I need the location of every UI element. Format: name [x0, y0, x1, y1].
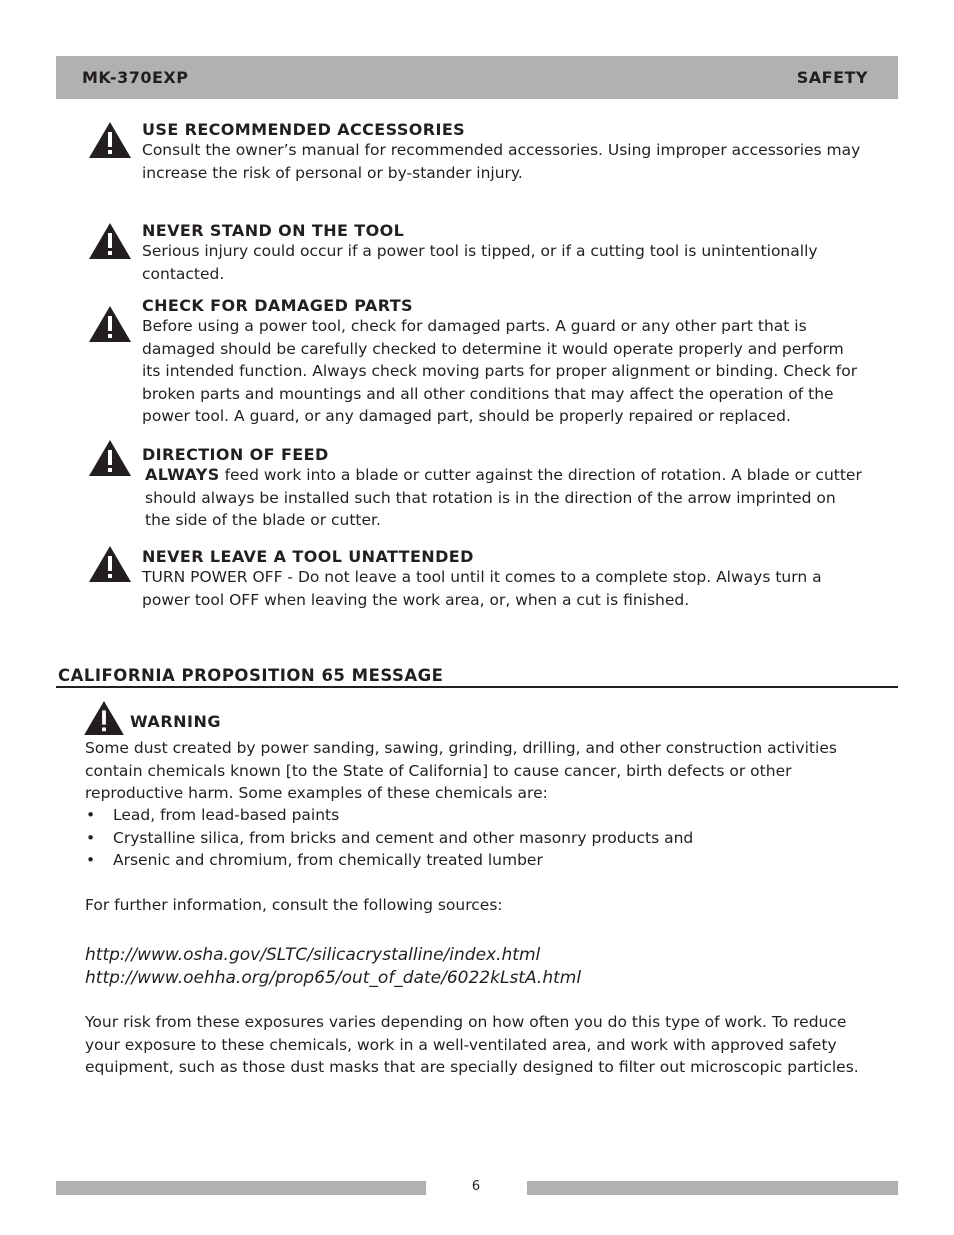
page-header — [56, 56, 898, 99]
source-link[interactable]: http://www.osha.gov/SLTC/silicacrystalline/index.html — [85, 945, 541, 965]
safety-item — [142, 222, 862, 285]
prop65-closing: Your risk from these exposures varies depending on how often you do this type of work. To reduce your exposure to these chemicals, work in a well-ventilated area, and work with approved safety equipment, such as those dust masks that are specially designed to filter out microscopic particles. — [85, 1013, 859, 1076]
source-link[interactable]: http://www.oehha.org/prop65/out_of_date/6022kLstA.html — [85, 967, 582, 988]
page-number: 6 — [471, 1179, 481, 1194]
warning-triangle-icon — [88, 222, 130, 258]
prop65-intro: Some dust created by power sanding, sawing, grinding, drilling, and other construction activities contain chemicals known [to the State of California] to cause cancer, birth defects or other reproductive harm. Some examples of these chemicals are: — [85, 739, 837, 802]
warning-label: WARNING — [130, 712, 221, 731]
item-body: Consult the owner’s manual for recommended accessories. Using improper accessories may increase the risk of personal or by-stander injury. — [142, 141, 861, 182]
warning-triangle-icon — [88, 439, 130, 475]
list-item: • Lead, from lead-based paints — [85, 804, 865, 827]
safety-item — [142, 446, 862, 532]
model-label: MK-370EXP — [82, 68, 189, 87]
item-body-text: feed work into a blade or cutter against the direction of rotation. A blade or cutter should always be installed such that rotation is in the direction of the arrow imprinted on the side of the blade or cutter. — [145, 466, 862, 529]
list-item: • Arsenic and chromium, from chemically treated lumber — [85, 849, 865, 872]
item-title: USE RECOMMENDED ACCESSORIES — [142, 120, 466, 139]
item-body: Serious injury could occur if a power tool is tipped, or if a cutting tool is unintentionally contacted. — [142, 242, 818, 283]
warning-triangle-icon — [88, 305, 130, 341]
list-item: • Crystalline silica, from bricks and cement and other masonry products and — [85, 827, 865, 850]
section-label: SAFETY — [796, 68, 868, 87]
safety-item — [142, 297, 862, 428]
sources-intro: For further information, consult the following sources: — [85, 896, 503, 914]
section-divider — [56, 686, 898, 688]
item-title: DIRECTION OF FEED — [142, 445, 329, 464]
item-body: TURN POWER OFF - Do not leave a tool until it comes to a complete stop. Always turn a power tool OFF when leaving the work area, or, when a cut is finished. — [142, 568, 822, 609]
footer-bar-left — [56, 1181, 426, 1195]
item-lead: ALWAYS — [145, 465, 220, 484]
warning-triangle-icon — [83, 700, 125, 736]
source-links — [85, 944, 581, 989]
safety-item — [142, 121, 862, 184]
chemical-list — [85, 804, 865, 872]
footer-bar-right — [527, 1181, 898, 1195]
section-title: CALIFORNIA PROPOSITION 65 MESSAGE — [58, 666, 444, 685]
item-body: Before using a power tool, check for damaged parts. A guard or any other part that is damaged should be carefully checked to determine it would operate properly and perform its intended function. Always check moving parts for proper alignment or binding. Check for broken parts and mountings and all other conditions that may affect the operation of the power tool. A guard, or any damaged part, should be properly repaired or replaced. — [142, 317, 858, 425]
item-title: NEVER STAND ON THE TOOL — [142, 221, 405, 240]
item-title: CHECK FOR DAMAGED PARTS — [142, 296, 413, 315]
safety-item — [142, 548, 862, 611]
warning-triangle-icon — [88, 545, 130, 581]
warning-triangle-icon — [88, 121, 130, 157]
item-body — [142, 464, 862, 532]
item-title: NEVER LEAVE A TOOL UNATTENDED — [142, 547, 474, 566]
